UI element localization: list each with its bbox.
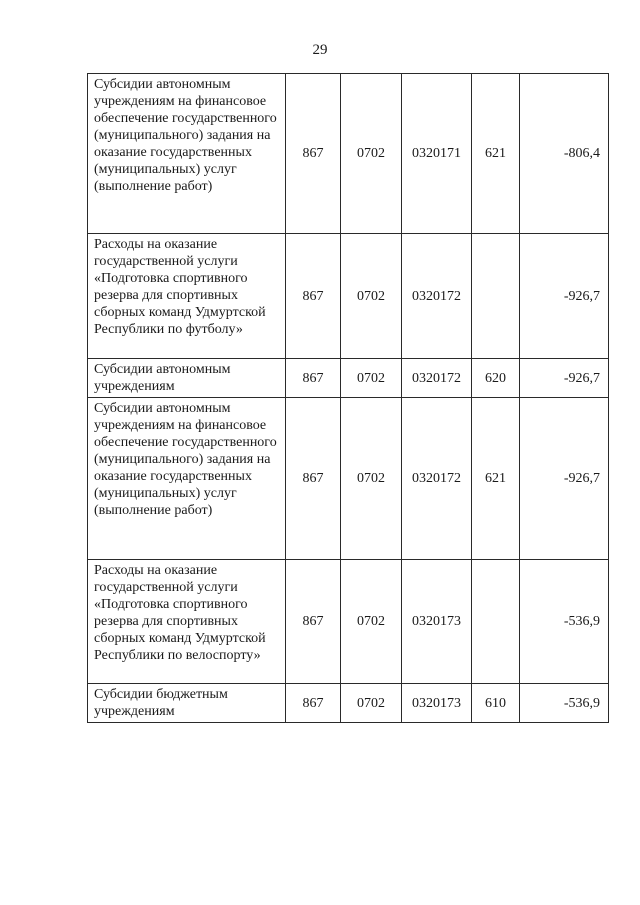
ministry-code-cell: 867 xyxy=(286,560,341,684)
page-number: 29 xyxy=(312,42,328,58)
expense-kind-cell: 621 xyxy=(472,398,520,560)
target-code-cell: 0320173 xyxy=(402,684,472,723)
section-code-cell: 0702 xyxy=(341,359,402,398)
ministry-code-cell: 867 xyxy=(286,74,341,234)
amount-cell: -926,7 xyxy=(520,398,609,560)
expense-kind-cell: 620 xyxy=(472,359,520,398)
expense-name-cell: Субсидии автономным учреждениям на финансовое обеспечение государственного (муниципального) задания на оказание государственных (муниципальных) услуг (выполнение работ) xyxy=(88,74,286,234)
ministry-code-cell: 867 xyxy=(286,398,341,560)
expense-kind-cell: 621 xyxy=(472,74,520,234)
table-row xyxy=(88,398,609,560)
expense-name-cell: Субсидии автономным учреждениям xyxy=(88,359,286,398)
table-row xyxy=(88,234,609,359)
budget-table xyxy=(87,73,609,723)
target-code-cell: 0320172 xyxy=(402,398,472,560)
ministry-code-cell: 867 xyxy=(286,684,341,723)
expense-kind-cell xyxy=(472,560,520,684)
table-row xyxy=(88,684,609,723)
expense-name-cell: Субсидии бюджетным учреждениям xyxy=(88,684,286,723)
ministry-code-cell: 867 xyxy=(286,234,341,359)
table-row xyxy=(88,359,609,398)
target-code-cell: 0320172 xyxy=(402,234,472,359)
target-code-cell: 0320172 xyxy=(402,359,472,398)
section-code-cell: 0702 xyxy=(341,560,402,684)
table-row xyxy=(88,74,609,234)
amount-cell: -806,4 xyxy=(520,74,609,234)
expense-kind-cell xyxy=(472,234,520,359)
amount-cell: -926,7 xyxy=(520,234,609,359)
expense-kind-cell: 610 xyxy=(472,684,520,723)
target-code-cell: 0320171 xyxy=(402,74,472,234)
target-code-cell: 0320173 xyxy=(402,560,472,684)
amount-cell: -536,9 xyxy=(520,560,609,684)
expense-name-cell: Субсидии автономным учреждениям на финансовое обеспечение государственного (муниципального) задания на оказание государственных (муниципальных) услуг (выполнение работ) xyxy=(88,398,286,560)
expense-name-cell: Расходы на оказание государственной услуги «Подготовка спортивного резерва для спортивных сборных команд Удмуртской Республики по велоспорту» xyxy=(88,560,286,684)
amount-cell: -536,9 xyxy=(520,684,609,723)
section-code-cell: 0702 xyxy=(341,234,402,359)
ministry-code-cell: 867 xyxy=(286,359,341,398)
amount-cell: -926,7 xyxy=(520,359,609,398)
table-row xyxy=(88,560,609,684)
section-code-cell: 0702 xyxy=(341,684,402,723)
section-code-cell: 0702 xyxy=(341,74,402,234)
expense-name-cell: Расходы на оказание государственной услуги «Подготовка спортивного резерва для спортивных сборных команд Удмуртской Республики по футболу» xyxy=(88,234,286,359)
section-code-cell: 0702 xyxy=(341,398,402,560)
